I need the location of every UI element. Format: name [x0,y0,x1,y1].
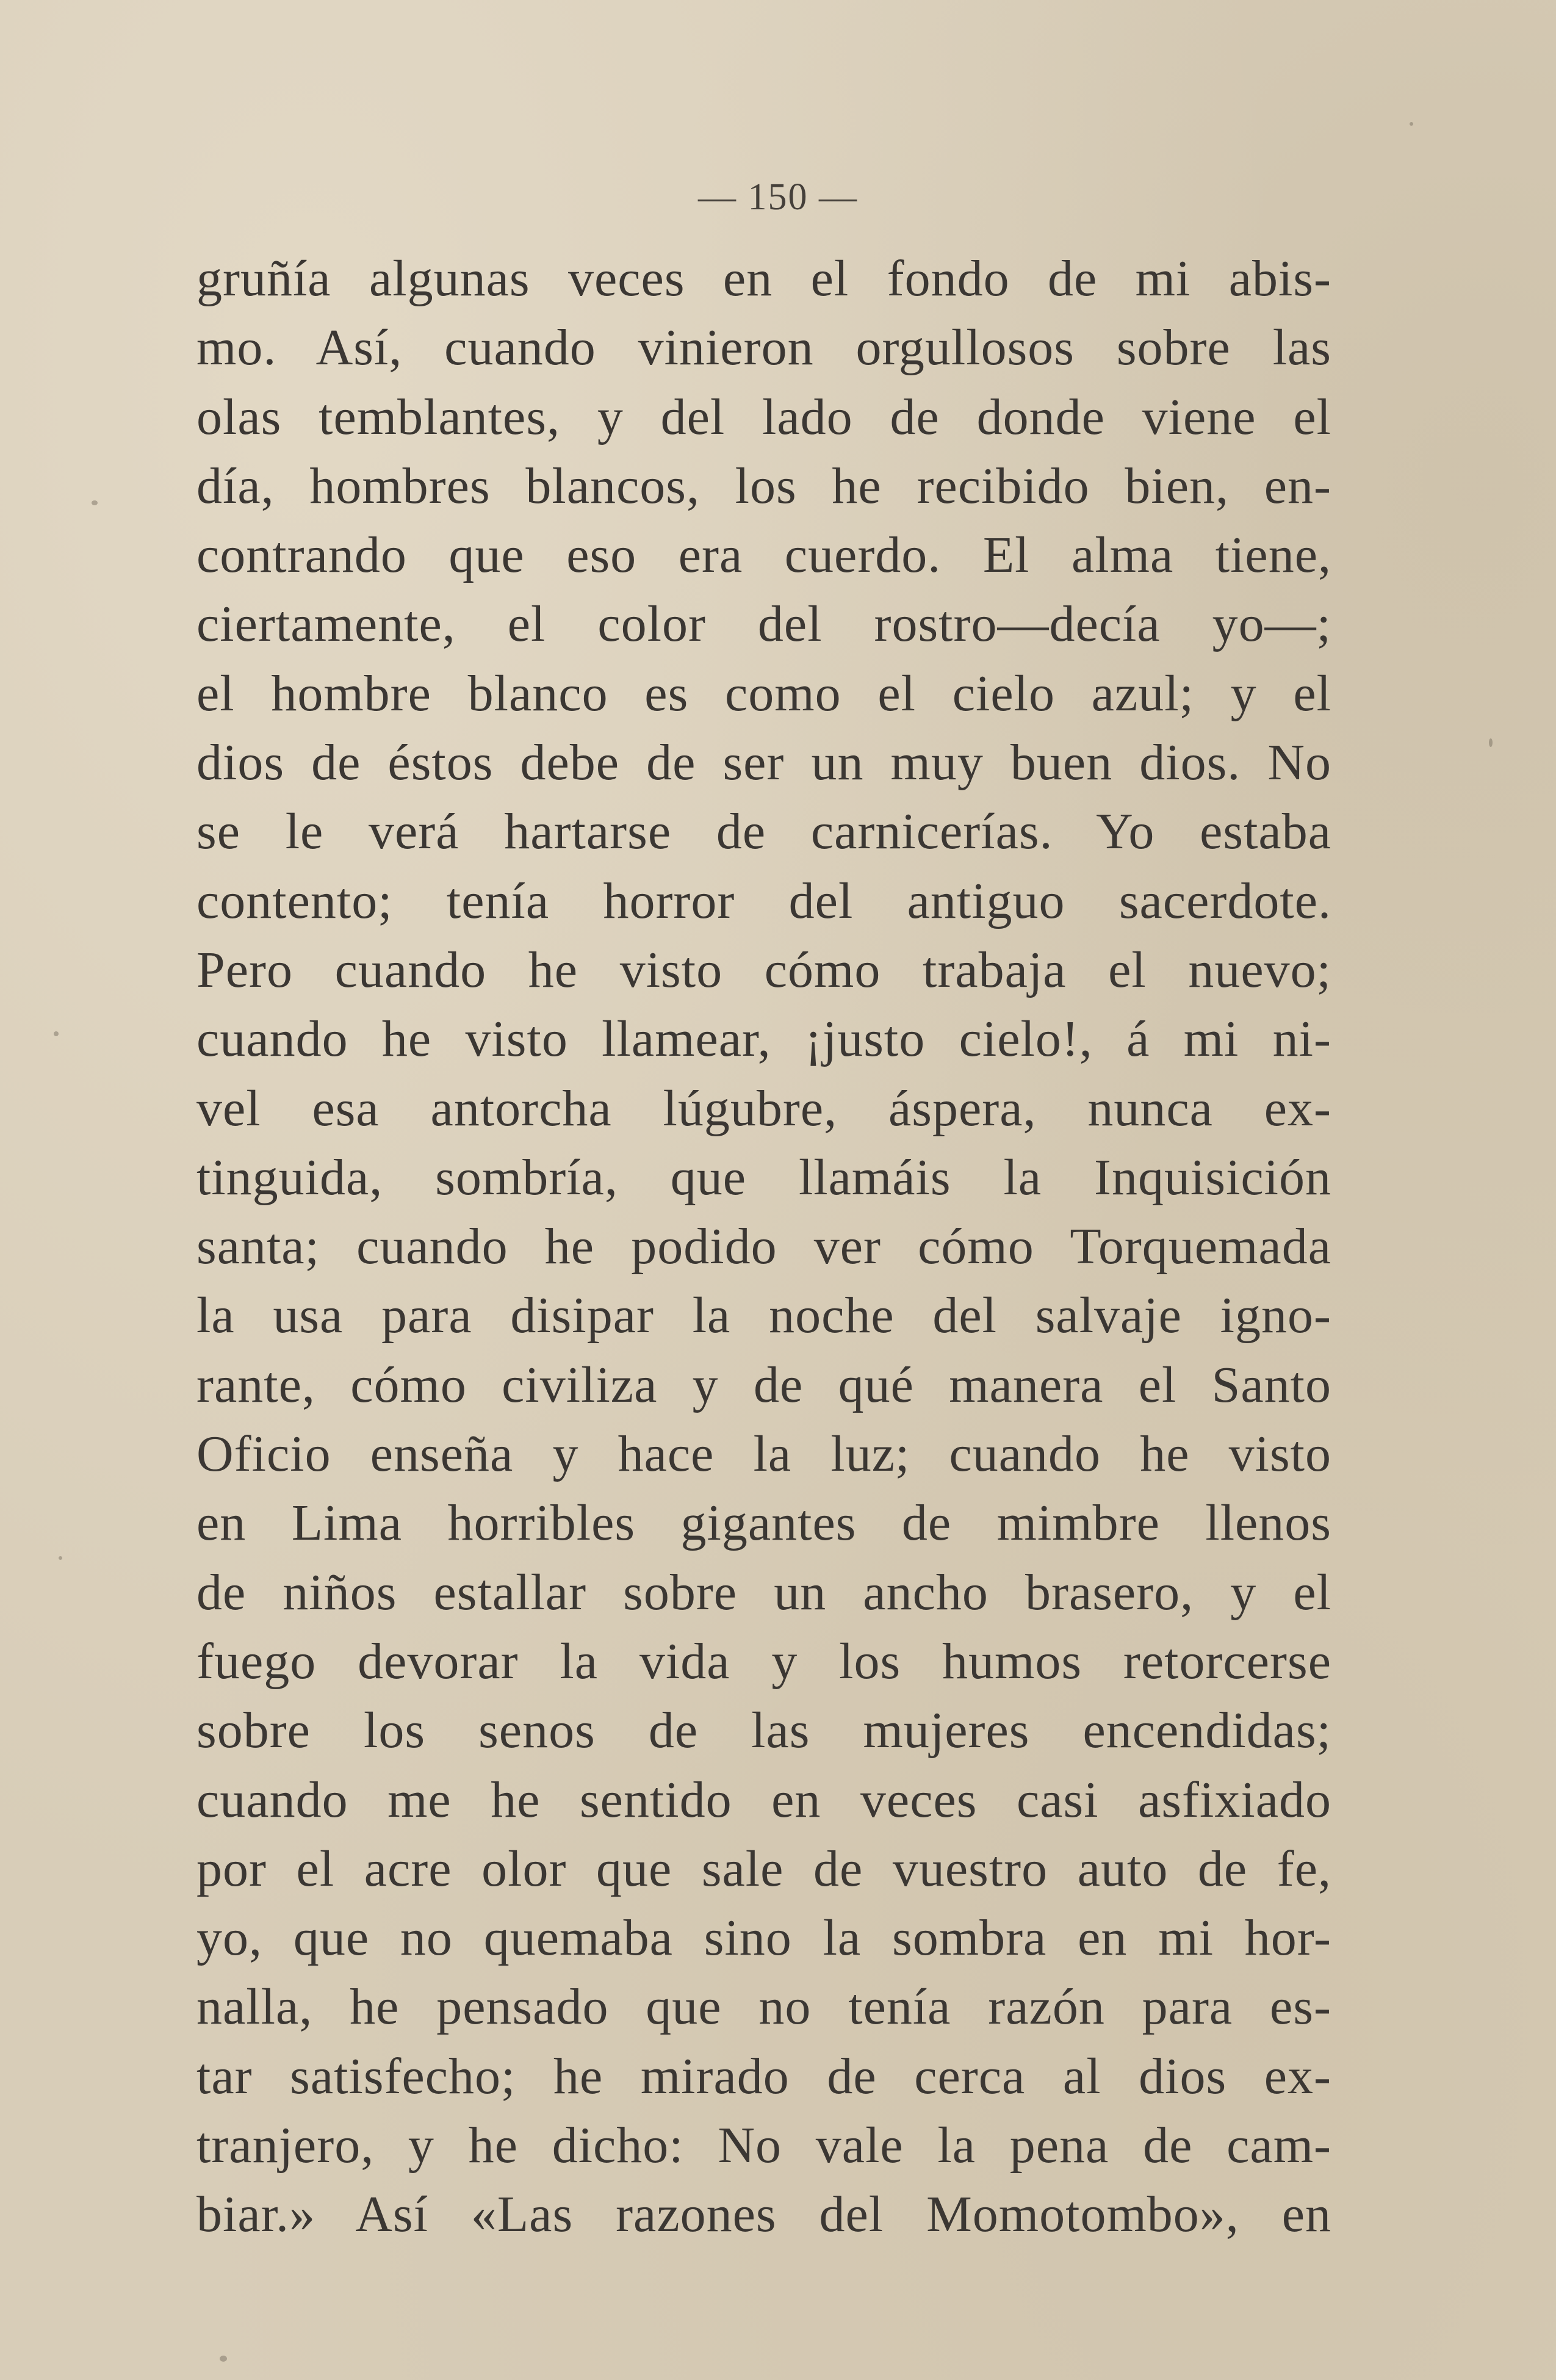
body-text [196,244,1331,2249]
paper-speck [1489,738,1493,747]
text-line: ciertamente, el color del rostro—decía yo—; [196,596,1331,653]
paper-speck [59,1556,62,1560]
text-line: tinguida, sombría, que llamáis la Inquisición [196,1149,1331,1206]
text-line: vel esa antorcha lúgubre, áspera, nunca ex- [196,1080,1331,1137]
paper-speck [54,1031,59,1036]
text-line: Pero cuando he visto cómo trabaja el nuevo; [196,941,1331,998]
text-line: mo. Así, cuando vinieron orgullosos sobre las [196,319,1331,377]
text-line: en Lima horribles gigantes de mimbre llenos [196,1495,1331,1552]
text-line: por el acre olor que sale de vuestro auto de fe, [196,1840,1331,1897]
text-line: el hombre blanco es como el cielo azul; y el [196,665,1331,722]
text-line: día, hombres blancos, los he recibido bien, en- [196,457,1331,514]
paper-speck [220,2356,227,2362]
text-line: cuando he visto llamear, ¡justo cielo!, á mi ni- [196,1011,1331,1068]
text-line: rante, cómo civiliza y de qué manera el Santo [196,1356,1331,1413]
text-line: santa; cuando he podido ver cómo Torquemada [196,1218,1331,1275]
paper-speck [1410,122,1413,126]
text-line: la usa para disipar la noche del salvaje igno- [196,1287,1331,1344]
page-number: — 150 — [698,176,858,218]
text-line: dios de éstos debe de ser un muy buen dios. No [196,734,1331,792]
text-line: yo, que no quemaba sino la sombra en mi hor- [196,1909,1331,1967]
text-line: cuando me he sentido en veces casi asfixiado [196,1771,1331,1828]
text-line: biar.» Así «Las razones del Momotombo», en [196,2186,1331,2243]
text-line: gruñía algunas veces en el fondo de mi abis- [196,250,1331,307]
text-line: tar satisfecho; he mirado de cerca al dios ex- [196,2047,1331,2105]
text-line: sobre los senos de las mujeres encendidas; [196,1702,1331,1759]
text-line: fuego devorar la vida y los humos retorcerse [196,1632,1331,1690]
text-line: tranjero, y he dicho: No vale la pena de cam- [196,2117,1331,2174]
text-line: contrando que eso era cuerdo. El alma tiene, [196,527,1331,584]
text-line: nalla, he pensado que no tenía razón para es- [196,1978,1331,2036]
text-line: olas temblantes, y del lado de donde viene el [196,388,1331,445]
text-line: se le verá hartarse de carnicerías. Yo estaba [196,803,1331,860]
text-line: Oficio enseña y hace la luz; cuando he visto [196,1426,1331,1483]
text-line: contento; tenía horror del antiguo sacerdote. [196,872,1331,929]
paper-speck [92,500,98,505]
text-line: de niños estallar sobre un ancho brasero, y el [196,1563,1331,1621]
